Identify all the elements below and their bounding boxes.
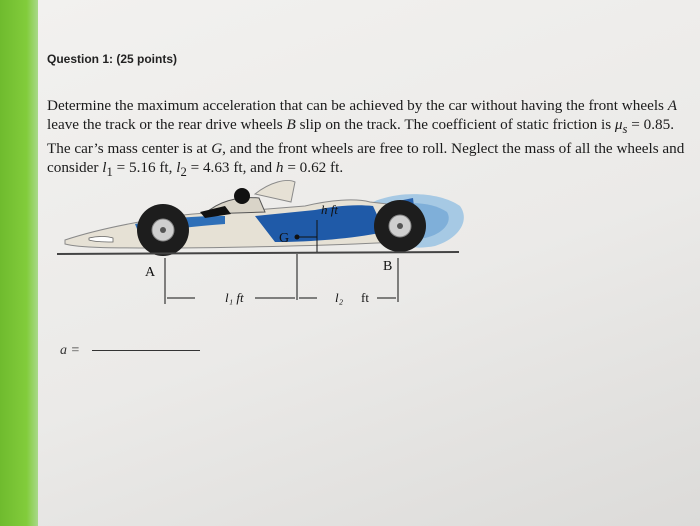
front-hub-center: [160, 227, 166, 233]
label-b: B: [383, 259, 393, 274]
l2-label: l₂: [335, 290, 344, 305]
g-label: G: [279, 231, 290, 246]
h-label: h ft: [321, 202, 338, 217]
g-point: [295, 235, 300, 240]
track-line: [57, 252, 459, 254]
binder-edge: [0, 0, 38, 526]
race-car-diagram: [55, 172, 475, 322]
question-heading: Question 1: (25 points): [47, 52, 178, 66]
air-intake: [255, 181, 295, 203]
rear-hub-center: [397, 223, 403, 229]
label-a: A: [145, 265, 156, 280]
l2-unit: ft: [361, 290, 369, 305]
answer-label: a =: [60, 343, 80, 358]
problem-statement: Determine the maximum acceleration that can be achieved by the car without having the front wheels A leave the track or the rear drive wheels B slip on the track. The coefficient of static friction is $\mu_s = 0.85$. The car’s mass center is at G, and the front wheels are free to roll. Neglect the mass of all the wheels and consider $l_1 = 5.16$ ft, $l_2 = 4.63$ ft, and h = 0.62 ft.: [47, 97, 685, 180]
answer-blank[interactable]: [92, 350, 200, 351]
l1-label: l₁ ft: [225, 290, 244, 305]
front-nose: [89, 237, 113, 243]
driver-helmet: [234, 188, 250, 204]
